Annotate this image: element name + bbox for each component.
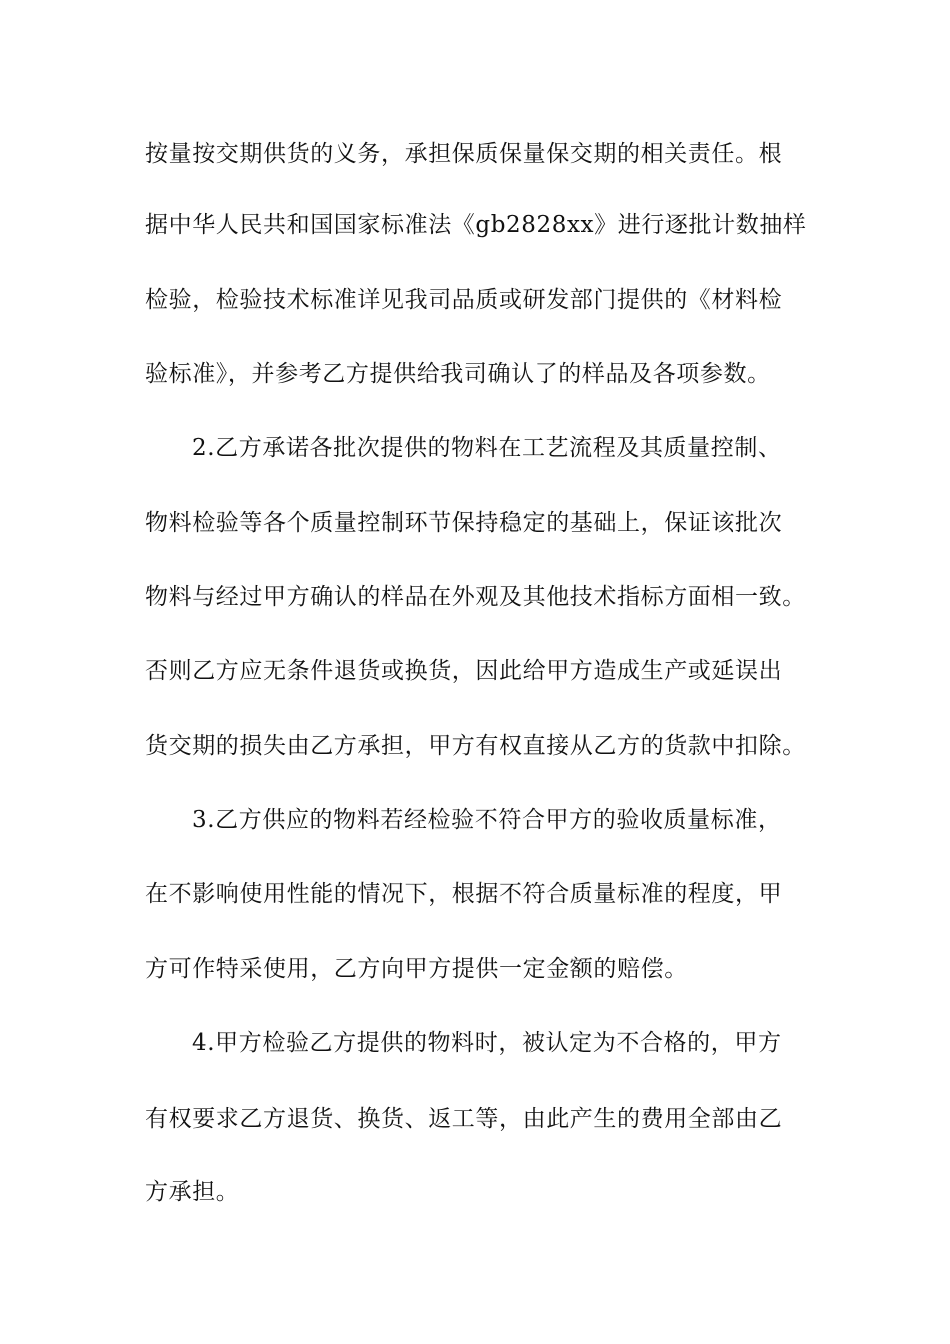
text-line: 货交期的损失由乙方承担，甲方有权直接从乙方的货款中扣除。 [145, 733, 806, 759]
text-line: 方承担。 [145, 1179, 240, 1205]
text-line: 有权要求乙方退货、换货、返工等，由此产生的费用全部由乙 [145, 1106, 783, 1132]
text-line: 物料检验等各个质量控制环节保持稳定的基础上，保证该批次 [145, 510, 783, 536]
text-line: 4.甲方检验乙方提供的物料时，被认定为不合格的，甲方 [192, 1030, 782, 1056]
text-line: 检验，检验技术标准详见我司品质或研发部门提供的《材料检 [145, 287, 783, 313]
text-line: 在不影响使用性能的情况下，根据不符合质量标准的程度，甲 [145, 881, 783, 907]
text-line: 否则乙方应无条件退货或换货，因此给甲方造成生产或延误出 [145, 658, 783, 684]
text-line: 方可作特采使用，乙方向甲方提供一定金额的赔偿。 [145, 956, 688, 982]
text-line: 物料与经过甲方确认的样品在外观及其他技术指标方面相一致。 [145, 584, 806, 610]
text-line: 3.乙方供应的物料若经检验不符合甲方的验收质量标准， [192, 807, 782, 833]
text-line: 2.乙方承诺各批次提供的物料在工艺流程及其质量控制、 [192, 435, 782, 461]
text-line: 据中华人民共和国国家标准法《gb2828xx》进行逐批计数抽样 [145, 212, 807, 238]
text-line: 按量按交期供货的义务，承担保质保量保交期的相关责任。根 [145, 141, 783, 167]
text-line: 验标准》，并参考乙方提供给我司确认了的样品及各项参数。 [145, 361, 771, 387]
